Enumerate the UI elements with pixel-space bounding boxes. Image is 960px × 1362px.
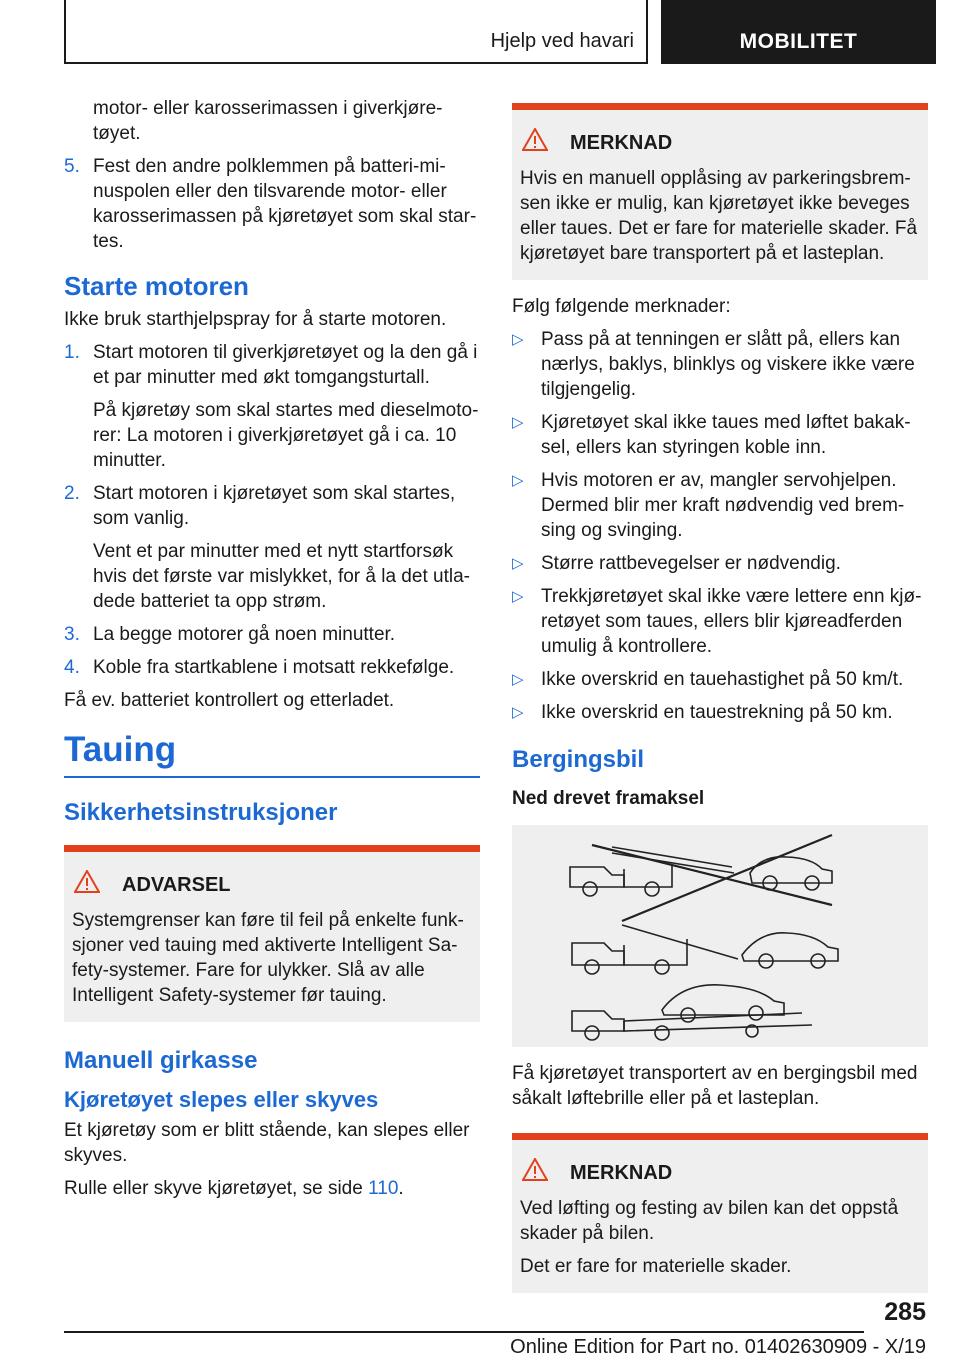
figure-caption: Få kjøretøyet transportert av en bergingsbil med såkalt løftebrille eller på et lasteplan. — [512, 1063, 918, 1109]
warning-box — [64, 845, 480, 1022]
battery-note: Få ev. batteriet kontrollert og etterladet. — [64, 690, 395, 711]
bullet-item — [512, 667, 928, 692]
step-number: 1. — [64, 342, 80, 363]
tow-text: Et kjøretøy som er blitt stående, kan slepes eller skyves. — [64, 1120, 470, 1166]
step-text: Start motoren i kjøretøyet som skal startes, som vanlig. — [93, 483, 456, 529]
section-heading-manual-gearbox: Manuell girkasse — [64, 1047, 258, 1074]
bullet-text: Trekkjøretøyet skal ikke være lettere enn kjøretøyet som taues, ellers blir kjøreadferden umulig å kontrollere. — [541, 586, 922, 657]
start-step-2 — [64, 481, 480, 531]
notice-box-1 — [512, 103, 928, 280]
notice-title: MERKNAD — [570, 131, 673, 154]
step-number: 2. — [64, 483, 80, 504]
bullet-text: Større rattbevegelser er nødvendig. — [541, 553, 841, 574]
bullet-triangle-icon: ▷ — [512, 331, 524, 348]
step-note: På kjøretøy som skal startes med dieselmotorer: La motoren i giverkjøretøyet gå i ca. 10 minutter. — [93, 400, 479, 471]
notice-title-row — [520, 128, 920, 158]
roll-text — [64, 1176, 480, 1201]
bullet-triangle-icon: ▷ — [512, 555, 524, 572]
bullet-triangle-icon: ▷ — [512, 414, 524, 431]
left-column — [64, 96, 480, 1209]
section-heading-start-engine: Starte motoren — [64, 271, 249, 301]
step-note: Vent et par minutter med et nytt startforsøk hvis det første var mislykket, for å la det utladede batteriet ta opp strøm. — [93, 541, 470, 612]
step-number: 4. — [64, 657, 80, 678]
start-step-3 — [64, 622, 480, 647]
follow-notes: Følg følgende merknader: — [512, 296, 731, 317]
notice-title: MERKNAD — [570, 1161, 673, 1184]
subheading-tow-push: Kjøretøyet slepes eller skyves — [64, 1087, 379, 1112]
bullet-item — [512, 327, 928, 402]
footer-edition: Online Edition for Part no. 01402630909 - X/19 — [510, 1336, 926, 1358]
warning-triangle-icon — [74, 870, 104, 900]
footer-divider — [64, 1331, 864, 1333]
bullet-text: Kjøretøyet skal ikke taues med løftet bakaksel, ellers kan styringen koble inn. — [541, 412, 911, 458]
tow-truck-illustration — [512, 825, 928, 1047]
bullet-item — [512, 410, 928, 460]
bullet-item — [512, 551, 928, 576]
section-heading-tow-truck: Bergingsbil — [512, 746, 645, 773]
bullet-text: Ikke overskrid en tauestrekning på 50 km. — [541, 702, 893, 723]
step-4-continuation: motor- eller karosserimassen i giverkjøretøyet. — [93, 98, 443, 144]
warning-title-row — [72, 870, 472, 900]
bullet-text: Hvis motoren er av, mangler servohjelpen. Dermed blir mer kraft nødvendig ved bremsing og svinging. — [541, 470, 905, 541]
notice-title-row — [520, 1158, 920, 1188]
step-text: Start motoren til giverkjøretøyet og la den gå i et par minutter med økt tomgangsturtall. — [93, 342, 478, 388]
page-number: 285 — [884, 1298, 926, 1326]
step-text: Fest den andre polklemmen på batteri-minuspolen eller den tilsvarende motor- eller karosserimassen på kjøretøyet som skal startes. — [93, 156, 477, 252]
subheading-front-axle: Ned drevet framaksel — [512, 788, 705, 809]
page-link-110[interactable]: 110 — [368, 1178, 399, 1199]
right-column — [512, 103, 928, 1303]
section-heading-safety: Sikkerhetsinstruksjoner — [64, 799, 338, 826]
header-chapter-tab: MOBILITET — [661, 0, 936, 64]
bullet-item — [512, 700, 928, 725]
step-number: 5. — [64, 156, 80, 177]
notice-text: Hvis en manuell opplåsing av parkeringsbremsen ikke er mulig, kan kjøretøyet ikke beveges eller taues. Det er fare for materielle skader. Få kjøretøyet bare transportert på et lasteplan. — [520, 168, 918, 264]
step-number: 3. — [64, 624, 80, 645]
start-step-4 — [64, 655, 480, 680]
bullet-text: Ikke overskrid en tauehastighet på 50 km/t. — [541, 669, 904, 690]
warning-triangle-icon — [522, 128, 552, 158]
bullet-item — [512, 468, 928, 543]
bullet-triangle-icon: ▷ — [512, 472, 524, 489]
header-section-title: Hjelp ved havari — [490, 30, 634, 52]
notice-text: Ved løfting og festing av bilen kan det oppstå skader på bilen. — [520, 1198, 899, 1244]
step-text: La begge motorer gå noen minutter. — [93, 624, 396, 645]
bullet-triangle-icon: ▷ — [512, 671, 524, 688]
warning-text: Systemgrenser kan føre til feil på enkelte funksjoner ved tauing med aktiverte Intelligent Safety-systemer. Fare for ulykker. Slå av alle Intelligent Safety-systemer før tauing. — [72, 910, 464, 1006]
bullet-triangle-icon: ▷ — [512, 704, 524, 721]
chapter-heading-towing: Tauing — [64, 737, 480, 778]
notice-text-2: Det er fare for materielle skader. — [520, 1256, 792, 1277]
roll-text-end: . — [398, 1178, 404, 1199]
step-5 — [64, 154, 480, 254]
bullet-item — [512, 584, 928, 659]
start-step-1 — [64, 340, 480, 390]
warning-triangle-icon — [522, 1158, 552, 1188]
start-intro: Ikke bruk starthjelpspray for å starte motoren. — [64, 309, 447, 330]
warning-title: ADVARSEL — [122, 873, 231, 896]
roll-text-body: Rulle eller skyve kjøretøyet, se side — [64, 1178, 369, 1199]
bullet-triangle-icon: ▷ — [512, 588, 524, 605]
bullet-text: Pass på at tenningen er slått på, ellers kan nærlys, baklys, blinklys og viskere ikke være tilgjengelig. — [541, 329, 915, 400]
step-text: Koble fra startkablene i motsatt rekkefølge. — [93, 657, 455, 678]
notice-box-2 — [512, 1133, 928, 1293]
